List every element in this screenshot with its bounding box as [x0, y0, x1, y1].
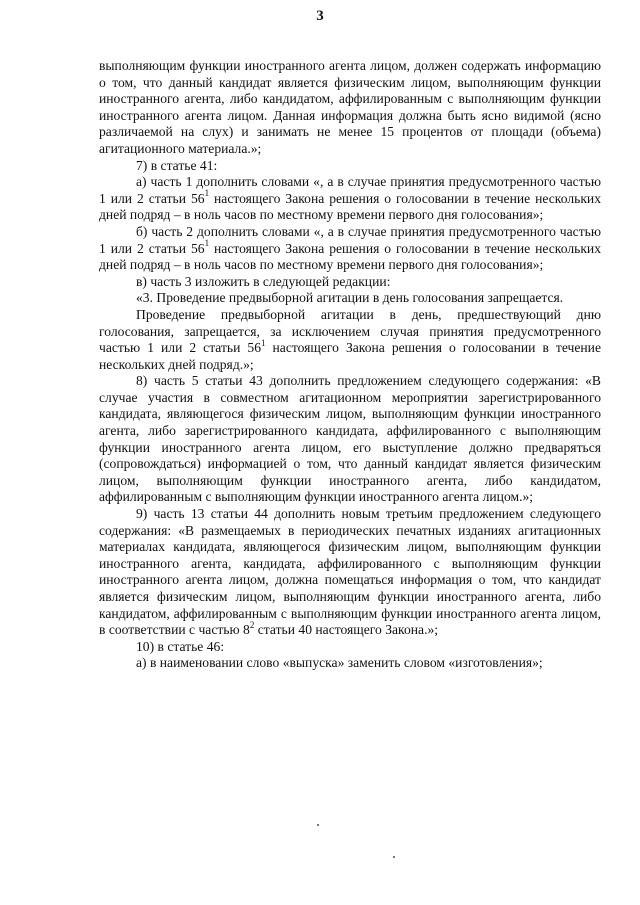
scan-speck — [393, 856, 395, 858]
paragraph-text: настоящего Закона решения о голосовании в течение нескольких дней подряд – в ноль часов по местному времени первого дня голосования»; — [99, 240, 601, 273]
paragraph-item-7v: в) часть 3 изложить в следующей редакции: — [136, 273, 391, 289]
paragraph-text: настоящего Закона решения о голосовании в течение нескольких дней подряд.»; — [99, 340, 601, 372]
paragraph-item-9 — [99, 506, 601, 639]
superscript: 1 — [261, 337, 266, 348]
superscript: 2 — [249, 619, 255, 630]
superscript: 1 — [204, 188, 210, 199]
paragraph-quote-3-cont — [99, 307, 601, 373]
paragraph-text: Проведение предвыборной агитации в день, предшествующий дню голосования, запрещается, за исключением случая принятия предусмотренного частью 1 или 2 статьи 56 — [99, 306, 601, 356]
paragraph-item-7: 7) в статье 41: — [136, 157, 218, 173]
page-number: 3 — [316, 8, 324, 24]
scan-speck — [317, 824, 319, 826]
paragraph-text: настоящего Закона решения о голосовании в течение нескольких дней подряд – в ноль часов по местному времени первого дня голосования»; — [99, 190, 601, 223]
paragraph-item-10a: а) в наименовании слово «выпуска» заменить словом «изготовления»; — [136, 655, 543, 671]
paragraph-quote-3: «3. Проведение предвыборной агитации в день голосования запрещается. — [136, 290, 564, 306]
superscript: 1 — [204, 238, 210, 248]
paragraph-text: статьи 40 настоящего Закона.»; — [254, 622, 439, 638]
paragraph-item-10: 10) в статье 46: — [136, 638, 225, 654]
paragraph-text: а) часть 1 дополнить словами «, а в случае принятия предусмотренного частью 1 или 2 статьи 56 — [99, 174, 601, 206]
paragraph-item-7b — [99, 224, 601, 274]
paragraph-text: 9) часть 13 статьи 44 дополнить новым третьим предложением следующего содержания: «В размещаемых в периодических печатных изданиях агитационных материалах кандидата, являющегося физическим лицом, выполняющим функции иностранного агента, кандидата, аффилированного с выполняющим функции иностранного агента лицом, должна помещаться информация о том, что кандидат является физическим лицом, выполняющим функции иностранного агента, либо кандидатом, аффилированным с выполняющим функции иностранного агента лицом, в соответствии с частью 8 — [99, 506, 601, 638]
paragraph-text: б) часть 2 дополнить словами «, а в случае принятия предусмотренного частью 1 или 2 статьи 56 — [99, 223, 601, 256]
paragraph-item-8: 8) часть 5 статьи 43 дополнить предложением следующего содержания: «В случае участия в совместном агитационном мероприятии зарегистрированного кандидата, являющегося физическим лицом, выполняющим функции иностранного агента, либо зарегистрированного кандидата, аффилированного с выполняющим функции иностранного агента лицом, его выступление должно предваряться (сопровождаться) информацией о том, что данный кандидат является физическим лицом, выполняющим функции иностранного агента, либо кандидатом, аффилированным с выполняющим функции иностранного агента лицом.»; — [99, 373, 601, 505]
document-body — [99, 58, 601, 672]
paragraph-item-7a — [99, 174, 601, 224]
paragraph-continuation: выполняющим функции иностранного агента лицом, должен содержать информацию о том, что данный кандидат является физическим лицом, выполняющим функции иностранного агента, либо кандидатом, аффилированным с выполняющим функции иностранного агента лицом. Данная информация должна быть ясно видимой (ясно различаемой на слух) и занимать не менее 15 процентов от площади (объема) агитационного материала.»; — [99, 58, 601, 156]
